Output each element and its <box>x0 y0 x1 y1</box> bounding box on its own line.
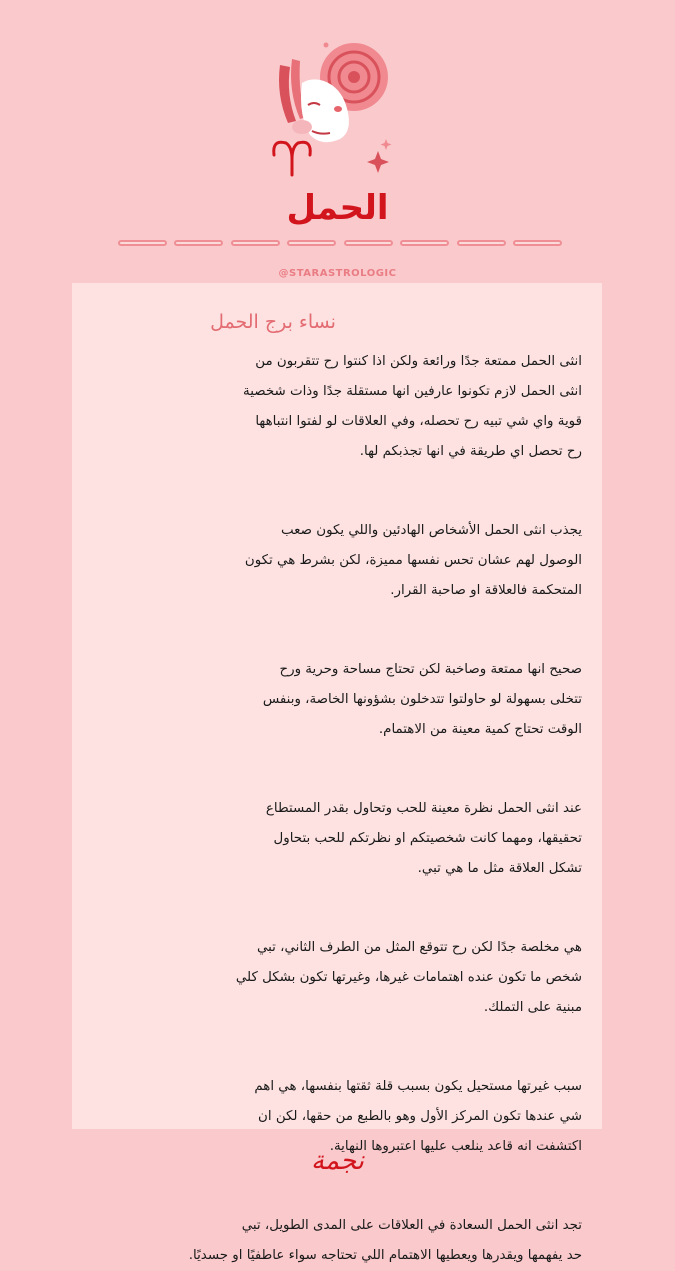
divider-dash <box>344 240 393 246</box>
text-line: انثى الحمل ممتعة جدًا ورائعة ولكن اذا كنتوا رح تتقربون من <box>255 354 582 369</box>
text-line: يجذب انثى الحمل الأشخاص الهادئين واللي يكون صعب <box>281 523 582 538</box>
decorative-divider <box>118 240 562 250</box>
text-line: شخص ما تكون عنده اهتمامات غيرها، وغيرتها تكون بشكل كلي <box>235 970 582 985</box>
divider-dash <box>174 240 223 246</box>
text-line: الوصول لهم عشان تحس نفسها مميزة، لكن بشرط هي تكون <box>244 553 582 568</box>
text-line: اكتشفت انه قاعد ينلعب عليها اعتبروها النهاية. <box>329 1139 582 1154</box>
divider-dash <box>118 240 167 246</box>
text-line: تجد انثى الحمل السعادة في العلاقات على المدى الطويل، تبي <box>241 1218 582 1233</box>
text-line: عند انثى الحمل نظرة معينة للحب وتحاول بقدر المستطاع <box>265 801 582 816</box>
text-line: مبنية على التملك. <box>483 1000 582 1015</box>
text-line: هي مخلصة جدًا لكن رح تتوقع المثل من الطرف الثاني، تبي <box>256 940 582 955</box>
page-title: الحمل <box>286 188 389 228</box>
paragraph <box>72 347 582 467</box>
text-line: حد يفهمها ويقدرها ويعطيها الاهتمام اللي تحتاجه سواء عاطفيًا او جسديًا. <box>188 1248 582 1263</box>
text-line: سبب غيرتها مستحيل يكون بسبب قلة ثقتها بنفسها، هي اهم <box>254 1079 582 1094</box>
paragraph <box>72 1211 582 1271</box>
paragraph <box>72 516 582 606</box>
divider-dash <box>513 240 562 246</box>
text-line: تحقيقها، ومهما كانت شخصيتكم او نظرتكم للحب بتحاول <box>273 831 582 846</box>
text-line: الوقت تحتاج كمية معينة من الاهتمام. <box>378 722 582 737</box>
paragraph <box>72 933 582 1023</box>
divider-dash <box>457 240 506 246</box>
divider-dash <box>400 240 449 246</box>
text-line: صحيح انها ممتعة وصاخبة لكن تحتاج مساحة وحرية ورح <box>279 662 582 677</box>
text-line: تشكل العلاقة مثل ما هي تبي. <box>417 861 582 876</box>
aries-glyph <box>274 142 311 175</box>
text-line: شي عندها تكون المركز الأول وهو بالطبع من حقها، لكن ان <box>258 1109 582 1124</box>
section-subtitle: نساء برج الحمل <box>210 311 336 333</box>
text-line: رح تحصل اي طريقة في انها تجذبكم لها. <box>359 444 582 459</box>
text-line: تتخلى بسهولة لو حاولتوا تتدخلون بشؤونها الخاصة، وبنفس <box>262 692 582 707</box>
text-line: انثى الحمل لازم تكونوا عارفين انها مستقلة جدًا وذات شخصية <box>243 384 582 399</box>
signature-logo: نجمة <box>311 1146 364 1176</box>
text-line: قوية واي شي تبيه رح تحصله، وفي العلاقات لو لفتوا انتباهها <box>255 414 582 429</box>
divider-dash <box>231 240 280 246</box>
account-handle: @STARASTROLOGIC <box>278 268 397 279</box>
paragraph <box>72 794 582 884</box>
paragraph <box>72 655 582 745</box>
divider-dash <box>287 240 336 246</box>
ram-illustration <box>262 35 412 185</box>
star-icon <box>367 151 389 173</box>
article-body <box>72 347 582 1271</box>
text-line: المتحكمة فالعلاقة او صاحبة القرار. <box>390 583 582 598</box>
